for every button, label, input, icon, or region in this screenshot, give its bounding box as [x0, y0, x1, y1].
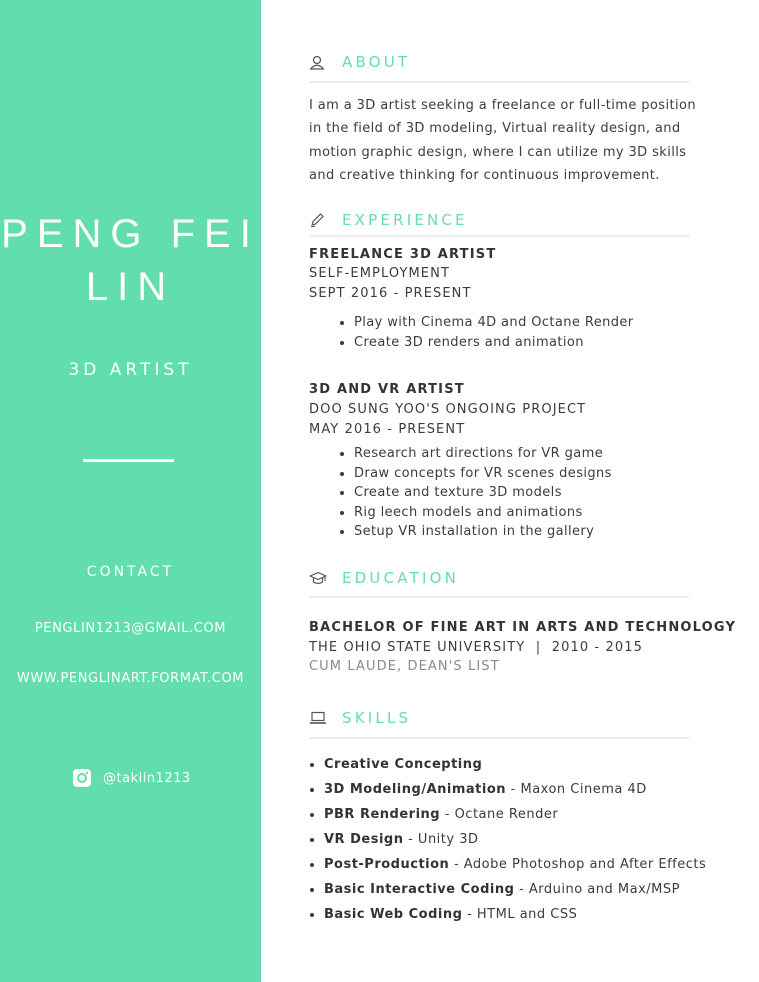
job-1-company: SELF-EMPLOYMENT [309, 266, 450, 281]
list-item: • Draw concepts for VR scenes designs [354, 464, 612, 484]
job-2-company: DOO SUNG YOO'S ONGOING PROJECT [309, 402, 587, 417]
contact-heading: CONTACT [86, 564, 175, 580]
skill-item: • PBR Rendering - Octane Render [324, 805, 744, 830]
skills-rule [309, 737, 689, 739]
experience-heading [309, 211, 689, 229]
skill-item: • Basic Web Coding - HTML and CSS [324, 905, 744, 930]
email-link[interactable]: PENGLIN1213@GMAIL.COM [34, 621, 227, 636]
about-text: I am a 3D artist seeking a freelance or full-time position in the field of 3D modeling, Virtual reality design, and motion graphic design, where I can utilize my 3D skills and creative thinking for continuous improvement. [309, 98, 696, 183]
list-item: • Create and texture 3D models [354, 483, 612, 503]
job-2-title: 3D AND VR ARTIST [309, 382, 465, 397]
degree: BACHELOR OF FINE ART IN ARTS AND TECHNOLOGY [309, 620, 737, 635]
name-line-2: LIN [85, 265, 176, 309]
experience-heading-label: EXPERIENCE [342, 211, 468, 229]
user-icon [309, 54, 327, 70]
education-rule [309, 596, 689, 598]
laptop-icon [309, 710, 327, 726]
list-item: • Play with Cinema 4D and Octane Render [354, 313, 634, 333]
list-item: • Create 3D renders and animation [354, 333, 634, 353]
skills-list [309, 755, 744, 930]
sidebar-divider [83, 459, 174, 462]
instagram-icon [73, 769, 91, 787]
school: THE OHIO STATE UNIVERSITY | 2010 - 2015 [309, 640, 643, 655]
about-heading-label: ABOUT [342, 53, 411, 71]
graduation-cap-icon [309, 570, 327, 586]
education-heading [309, 569, 689, 587]
list-item: • Rig leech models and animations [354, 503, 612, 523]
skill-item: • VR Design - Unity 3D [324, 830, 744, 855]
skills-heading-label: SKILLS [342, 709, 412, 727]
education-heading-label: EDUCATION [342, 569, 459, 587]
honors: CUM LAUDE, DEAN'S LIST [309, 659, 500, 674]
skill-item: • Basic Interactive Coding - Arduino and Max/MSP [324, 880, 744, 905]
skill-item: • Post-Production - Adobe Photoshop and After Effects [324, 855, 744, 880]
pencil-icon [309, 212, 327, 228]
skill-item: • Creative Concepting [324, 755, 744, 780]
experience-rule [309, 235, 689, 237]
social-handle: @taklin1213 [103, 770, 191, 786]
job-1-bullets [340, 313, 634, 352]
list-item: • Research art directions for VR game [354, 444, 612, 464]
website-link[interactable]: WWW.PENGLINART.FORMAT.COM [16, 671, 245, 686]
sidebar [0, 0, 261, 982]
name-line-1: PENG FEI [1, 212, 260, 256]
skills-heading [309, 709, 689, 727]
job-title: 3D ARTIST [68, 360, 193, 380]
job-1-title: FREELANCE 3D ARTIST [309, 247, 497, 262]
about-heading [309, 53, 689, 71]
list-item: • Setup VR installation in the gallery [354, 522, 612, 542]
skill-item: • 3D Modeling/Animation - Maxon Cinema 4D [324, 780, 744, 805]
about-rule [309, 81, 689, 83]
job-2-dates: MAY 2016 - PRESENT [309, 422, 466, 437]
job-2-bullets [340, 444, 612, 542]
social-link[interactable] [73, 769, 191, 787]
job-1-dates: SEPT 2016 - PRESENT [309, 286, 472, 301]
